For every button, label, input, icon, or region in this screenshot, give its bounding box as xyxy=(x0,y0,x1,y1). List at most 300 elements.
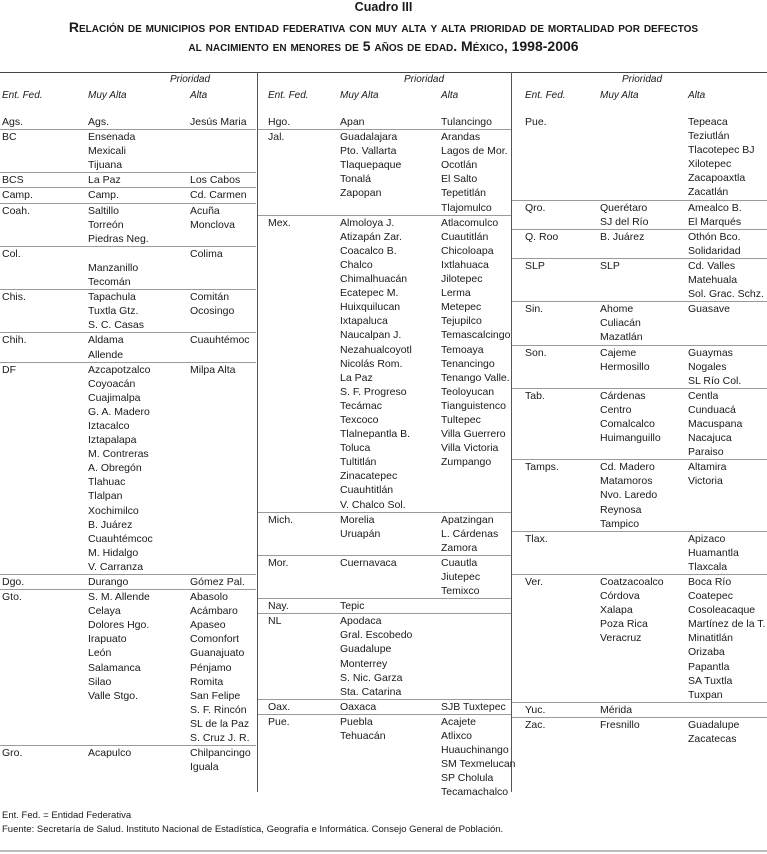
table-row xyxy=(512,360,767,374)
table-row xyxy=(0,377,256,391)
table-row xyxy=(258,343,511,357)
table-row xyxy=(0,433,256,447)
muy-alta-cell: Tecámac xyxy=(340,399,383,412)
alta-cell: Tultepec xyxy=(441,413,481,426)
muy-alta-cell: Ahome xyxy=(600,303,634,316)
muy-alta-cell: Aldama xyxy=(88,334,124,347)
bottom-rule xyxy=(0,850,767,852)
muy-alta-cell: Atizapán Zar. xyxy=(340,230,402,243)
entity-group xyxy=(258,130,511,216)
muy-alta-cell: Salamanca xyxy=(88,661,141,674)
muy-alta-cell: Tijuana xyxy=(88,159,123,172)
entity-group xyxy=(0,115,256,130)
table-row xyxy=(0,348,256,362)
entity-cell: Sin. xyxy=(525,303,544,316)
alta-cell: Boca Río xyxy=(688,576,732,588)
alta-cell: Cuautitlán xyxy=(441,230,489,243)
table-body xyxy=(0,115,256,774)
table-row xyxy=(258,685,511,699)
entity-group xyxy=(0,173,256,188)
table-row xyxy=(512,488,767,502)
alta-cell: Tejupilco xyxy=(441,315,482,328)
table-row xyxy=(258,599,511,613)
alta-cell: Orizaba xyxy=(688,646,725,659)
muy-alta-cell: Coatzacoalco xyxy=(600,576,664,588)
entity-cell: DF xyxy=(2,363,16,376)
muy-alta-cell: Guadalupe xyxy=(340,643,392,656)
alta-cell: Matehuala xyxy=(688,274,738,287)
alta-cell: Ocosingo xyxy=(190,305,235,318)
muy-alta-cell: S. M. Allende xyxy=(88,591,150,604)
table-row xyxy=(258,371,511,385)
table-row xyxy=(512,532,767,546)
alta-cell: Papantla xyxy=(688,660,730,673)
muy-alta-cell: Durango xyxy=(88,576,129,588)
entity-cell: Tlax. xyxy=(525,532,548,545)
alta-cell: SA Tuxtla xyxy=(688,674,733,687)
entity-group xyxy=(258,115,511,130)
muy-alta-cell: Guadalajara xyxy=(340,131,398,144)
table-row xyxy=(258,172,511,186)
alta-cell: SL Río Col. xyxy=(688,374,742,387)
table-row xyxy=(0,261,256,275)
muy-alta-cell: Tlalnepantla B. xyxy=(340,428,411,441)
footnote-source: Fuente: Secretaría de Salud. Instituto Nacional de Estadística, Geografía e Informática. Consejo General de Población. xyxy=(2,824,504,835)
table-row xyxy=(512,389,767,403)
muy-alta-cell: S. C. Casas xyxy=(88,319,145,332)
alta-cell: Victoria xyxy=(688,475,723,488)
table-row xyxy=(258,469,511,483)
muy-alta-cell: Cuauhtitlán xyxy=(340,484,394,497)
entity-cell: Mich. xyxy=(268,513,294,526)
table-row xyxy=(512,474,767,488)
entity-cell: Qro. xyxy=(525,201,546,214)
table-row xyxy=(0,518,256,532)
alta-cell: Colima xyxy=(190,247,223,260)
table-row xyxy=(512,259,767,273)
muy-alta-cell: G. A. Madero xyxy=(88,405,150,418)
table-row xyxy=(512,503,767,517)
table-row xyxy=(512,185,767,199)
alta-cell: Zacatecas xyxy=(688,733,737,746)
entity-group xyxy=(512,532,767,575)
alta-cell: Guaymas xyxy=(688,346,733,359)
alta-cell: Ocotlán xyxy=(441,159,478,172)
header-prioridad: Prioridad xyxy=(170,74,211,85)
alta-cell: Zumpango xyxy=(441,456,492,469)
table-row xyxy=(512,617,767,631)
muy-alta-cell: Cd. Madero xyxy=(600,461,655,474)
table-row xyxy=(512,703,767,717)
entity-cell: BC xyxy=(2,131,17,144)
alta-cell: Martínez de la T. xyxy=(688,618,766,631)
table-row xyxy=(258,244,511,258)
muy-alta-cell: SJ del Río xyxy=(600,215,649,228)
entity-cell: Chih. xyxy=(2,334,27,347)
table-row xyxy=(0,646,256,660)
alta-cell: Teoloyucan xyxy=(441,385,495,398)
entity-cell: SLP xyxy=(525,259,545,272)
table-row xyxy=(0,218,256,232)
table-row xyxy=(512,157,767,171)
table-row xyxy=(512,517,767,531)
entity-group xyxy=(258,556,511,599)
alta-cell: Acuña xyxy=(190,204,220,217)
entity-cell: NL xyxy=(268,615,282,628)
alta-cell: Xilotepec xyxy=(688,158,732,171)
muy-alta-cell: Naucalpan J. xyxy=(340,329,402,342)
muy-alta-cell: Xochimilco xyxy=(88,504,139,517)
header-prioridad: Prioridad xyxy=(622,74,663,85)
muy-alta-cell: Nicolás Rom. xyxy=(340,357,403,370)
table-row xyxy=(512,346,767,360)
entity-cell: Mex. xyxy=(268,216,291,229)
alta-cell: Tlaxcala xyxy=(688,560,728,573)
alta-cell: Guasave xyxy=(688,303,731,316)
table-row xyxy=(258,570,511,584)
table-row xyxy=(0,275,256,289)
table-row xyxy=(0,158,256,172)
entity-group xyxy=(258,614,511,700)
muy-alta-cell: Chalco xyxy=(340,258,373,271)
entity-cell: Yuc. xyxy=(525,703,546,716)
alta-cell: SJB Tuxtepec xyxy=(441,700,506,713)
table-row xyxy=(512,403,767,417)
entity-group xyxy=(512,302,767,345)
muy-alta-cell: Torreón xyxy=(88,218,124,231)
entity-cell: Gro. xyxy=(2,747,23,760)
alta-cell: Amealco B. xyxy=(688,201,742,214)
table-row xyxy=(258,144,511,158)
table-row xyxy=(258,314,511,328)
entity-group xyxy=(258,715,516,800)
table-row xyxy=(512,631,767,645)
alta-cell: Atlacomulco xyxy=(441,216,499,229)
alta-cell: Centla xyxy=(688,389,719,402)
alta-cell: Cd. Carmen xyxy=(190,189,247,202)
muy-alta-cell: Córdova xyxy=(600,590,640,603)
alta-cell: Ixtlahuaca xyxy=(441,258,489,271)
muy-alta-cell: M. Contreras xyxy=(88,448,149,461)
muy-alta-cell: Reynosa xyxy=(600,503,642,516)
muy-alta-cell: Zinacatepec xyxy=(340,470,398,483)
muy-alta-cell: Morelia xyxy=(340,513,375,526)
entity-cell: Ags. xyxy=(2,116,24,128)
table-row xyxy=(0,604,256,618)
alta-cell: Minatitlán xyxy=(688,632,733,645)
table-body xyxy=(512,115,767,746)
muy-alta-cell: Ecatepec M. xyxy=(340,287,399,300)
entity-cell: Hgo. xyxy=(268,116,291,128)
muy-alta-cell: Mérida xyxy=(600,703,633,716)
muy-alta-cell: Tlalpan xyxy=(88,490,123,503)
header-ent-fed: Ent. Fed. xyxy=(2,90,43,101)
table-row xyxy=(258,130,511,144)
header-alta: Alta xyxy=(441,90,459,101)
entity-cell: Camp. xyxy=(2,189,33,202)
alta-cell: Chicoloapa xyxy=(441,244,494,257)
muy-alta-cell: Silao xyxy=(88,675,112,688)
table-row xyxy=(258,584,511,598)
entity-cell: Pue. xyxy=(268,715,290,728)
muy-alta-cell: Comalcalco xyxy=(600,417,655,430)
table-row xyxy=(0,689,256,703)
table-row xyxy=(258,216,511,230)
header-ent-fed: Ent. Fed. xyxy=(268,90,309,101)
table-row xyxy=(0,363,256,377)
muy-alta-cell: A. Obregón xyxy=(88,462,142,475)
table-row xyxy=(0,760,256,774)
alta-cell: Abasolo xyxy=(190,591,228,604)
table-row xyxy=(512,230,767,244)
table-row xyxy=(0,575,256,589)
alta-cell: Solidaridad xyxy=(688,244,741,257)
entity-cell: Zac. xyxy=(525,718,546,731)
entity-group xyxy=(512,230,767,259)
muy-alta-cell: Querétaro xyxy=(600,201,648,214)
table-row xyxy=(0,173,256,187)
table-row xyxy=(0,703,256,717)
table-row xyxy=(0,447,256,461)
muy-alta-cell: Iztapalapa xyxy=(88,434,137,447)
entity-group xyxy=(0,590,256,746)
table-row xyxy=(0,144,256,158)
muy-alta-cell: Culiacán xyxy=(600,317,641,330)
alta-cell: Temascalcingo xyxy=(441,329,511,342)
table-row xyxy=(258,115,511,129)
entity-group xyxy=(0,130,256,173)
alta-cell: Cd. Valles xyxy=(688,259,736,272)
muy-alta-cell: Piedras Neg. xyxy=(88,232,149,245)
table-row xyxy=(0,419,256,433)
entity-group xyxy=(0,575,256,590)
table-row xyxy=(0,746,256,760)
alta-cell: El Salto xyxy=(441,173,478,186)
muy-alta-cell: Apan xyxy=(340,116,365,128)
table-row xyxy=(512,674,767,688)
table-row xyxy=(512,718,767,732)
table-row xyxy=(258,729,511,743)
alta-cell: Paraiso xyxy=(688,446,724,459)
table-row xyxy=(258,357,511,371)
table-row xyxy=(512,171,767,185)
table-row xyxy=(258,272,511,286)
muy-alta-cell: Oaxaca xyxy=(340,700,377,713)
table-row xyxy=(0,475,256,489)
muy-alta-cell: Ensenada xyxy=(88,131,136,144)
muy-alta-cell: Manzanillo xyxy=(88,261,139,274)
alta-cell: Romita xyxy=(190,675,224,688)
entity-group xyxy=(0,333,256,362)
entity-cell: Tamps. xyxy=(525,461,559,474)
alta-cell: Iguala xyxy=(190,761,219,774)
muy-alta-cell: Ags. xyxy=(88,116,110,128)
table-row xyxy=(0,504,256,518)
entity-cell: Son. xyxy=(525,346,547,359)
title-line-2: al nacimiento en menores de 5 años de edad. México, 1998-2006 xyxy=(188,38,579,54)
alta-cell: Tlajomulco xyxy=(441,201,492,214)
entity-group xyxy=(258,700,511,715)
table-row xyxy=(0,115,256,129)
table-row xyxy=(0,632,256,646)
entity-group xyxy=(512,346,767,389)
alta-cell: SP Cholula xyxy=(441,772,494,785)
entity-cell: Dgo. xyxy=(2,576,25,588)
table-row xyxy=(258,657,511,671)
alta-cell: Comitán xyxy=(190,291,230,304)
table-row xyxy=(0,333,256,347)
alta-cell: Cunduacá xyxy=(688,403,736,416)
alta-cell: Tulancingo xyxy=(441,116,492,128)
muy-alta-cell: Fresnillo xyxy=(600,718,640,731)
alta-cell: Apaseo xyxy=(190,619,226,632)
header-muy-alta: Muy Alta xyxy=(600,90,639,101)
header-ent-fed: Ent. Fed. xyxy=(525,90,566,101)
entity-cell: Nay. xyxy=(268,600,289,613)
table-row xyxy=(258,300,511,314)
alta-cell: Tuxpan xyxy=(688,688,723,701)
alta-cell: Chilpancingo xyxy=(190,747,251,760)
muy-alta-cell: Tampico xyxy=(600,517,640,530)
muy-alta-cell: Camp. xyxy=(88,189,119,202)
muy-alta-cell: La Paz xyxy=(340,371,373,384)
muy-alta-cell: SLP xyxy=(600,259,620,272)
entity-cell: Pue. xyxy=(525,116,547,128)
entity-cell: Oax. xyxy=(268,700,291,713)
muy-alta-cell: Tuxtla Gtz. xyxy=(88,305,139,318)
table-row xyxy=(512,546,767,560)
alta-cell: Huamantla xyxy=(688,546,739,559)
alta-cell: Lerma xyxy=(441,287,471,300)
muy-alta-cell: Tehuacán xyxy=(340,730,386,743)
entity-group xyxy=(0,247,256,290)
muy-alta-cell: Zapopan xyxy=(340,187,382,200)
table-row xyxy=(512,445,767,459)
table-row xyxy=(0,560,256,574)
table-row xyxy=(258,513,511,527)
table-row xyxy=(258,614,511,628)
muy-alta-cell: León xyxy=(88,647,112,660)
muy-alta-cell: S. F. Progreso xyxy=(340,385,407,398)
muy-alta-cell: Coyoacán xyxy=(88,377,136,390)
entity-cell: Gto. xyxy=(2,591,22,604)
table-row xyxy=(512,732,767,746)
table-row xyxy=(512,143,767,157)
table-row xyxy=(258,498,511,512)
entity-group xyxy=(512,389,767,460)
entity-group xyxy=(0,746,256,774)
muy-alta-cell: Coacalco B. xyxy=(340,244,397,257)
muy-alta-cell: Poza Rica xyxy=(600,618,648,631)
table-row xyxy=(0,290,256,304)
table-body xyxy=(258,115,516,800)
entity-cell: Q. Roo xyxy=(525,230,559,243)
alta-cell: Arandas xyxy=(441,131,481,144)
table-row xyxy=(512,660,767,674)
alta-cell: L. Cárdenas xyxy=(441,527,499,540)
entity-group xyxy=(512,718,767,746)
header-muy-alta: Muy Alta xyxy=(88,90,127,101)
muy-alta-cell: Saltillo xyxy=(88,204,119,217)
table-row xyxy=(258,328,511,342)
alta-cell: Zamora xyxy=(441,541,478,554)
muy-alta-cell: Pto. Vallarta xyxy=(340,145,397,158)
table-row xyxy=(0,204,256,218)
alta-cell: Tianguistenco xyxy=(441,399,506,412)
table-row xyxy=(258,385,511,399)
table-row xyxy=(0,675,256,689)
table-row xyxy=(0,590,256,604)
muy-alta-cell: S. Nic. Garza xyxy=(340,671,403,684)
alta-cell: Cuauhtémoc xyxy=(190,334,250,347)
table-row xyxy=(258,715,511,729)
muy-alta-cell: Cuauhtémcoc xyxy=(88,532,153,545)
alta-cell: Milpa Alta xyxy=(190,363,236,376)
table-row xyxy=(512,645,767,659)
table-row xyxy=(0,461,256,475)
table-row xyxy=(0,391,256,405)
table-row xyxy=(0,661,256,675)
table-row xyxy=(258,700,511,714)
table-row xyxy=(512,560,767,574)
muy-alta-cell: V. Carranza xyxy=(88,560,144,573)
alta-cell: Zacapoaxtla xyxy=(688,172,746,185)
entity-cell: BCS xyxy=(2,174,24,187)
muy-alta-cell: Gral. Escobedo xyxy=(340,629,413,642)
entity-group xyxy=(512,259,767,302)
alta-cell: Apatzingan xyxy=(441,513,494,526)
table-row xyxy=(258,455,511,469)
table-row xyxy=(512,201,767,215)
table-row xyxy=(258,399,511,413)
table-row xyxy=(258,527,511,541)
alta-cell: Altamira xyxy=(688,461,727,474)
header-alta: Alta xyxy=(190,90,208,101)
table-row xyxy=(512,688,767,702)
alta-cell: Gómez Pal. xyxy=(190,576,245,588)
table-row xyxy=(258,785,511,799)
muy-alta-cell: Toluca xyxy=(340,442,371,455)
table-row xyxy=(258,628,511,642)
alta-cell: Nogales xyxy=(688,360,727,373)
muy-alta-cell: Tlaquepaque xyxy=(340,159,402,172)
alta-cell: Acajete xyxy=(441,715,477,728)
table-row xyxy=(258,258,511,272)
table-row xyxy=(258,230,511,244)
entity-group xyxy=(0,204,256,247)
header-prioridad: Prioridad xyxy=(404,74,445,85)
muy-alta-cell: Puebla xyxy=(340,715,373,728)
table-row xyxy=(258,771,511,785)
muy-alta-cell: Ixtapaluca xyxy=(340,315,388,328)
table-row xyxy=(258,483,511,497)
table-row xyxy=(258,186,511,200)
alta-cell: SL de la Paz xyxy=(190,717,250,730)
table-row xyxy=(512,575,767,589)
alta-cell: Comonfort xyxy=(190,633,240,646)
header-alta: Alta xyxy=(688,90,706,101)
muy-alta-cell: M. Hidalgo xyxy=(88,546,139,559)
muy-alta-cell: Azcapotzalco xyxy=(88,363,151,376)
table-row xyxy=(512,287,767,301)
entity-cell: Chis. xyxy=(2,291,26,304)
alta-cell: S. F. Rincón xyxy=(190,703,247,716)
alta-cell: Villa Guerrero xyxy=(441,428,506,441)
muy-alta-cell: Sta. Catarina xyxy=(340,685,402,698)
alta-cell: Acámbaro xyxy=(190,605,238,618)
muy-alta-cell: Monterrey xyxy=(340,657,388,670)
table-row xyxy=(258,441,511,455)
